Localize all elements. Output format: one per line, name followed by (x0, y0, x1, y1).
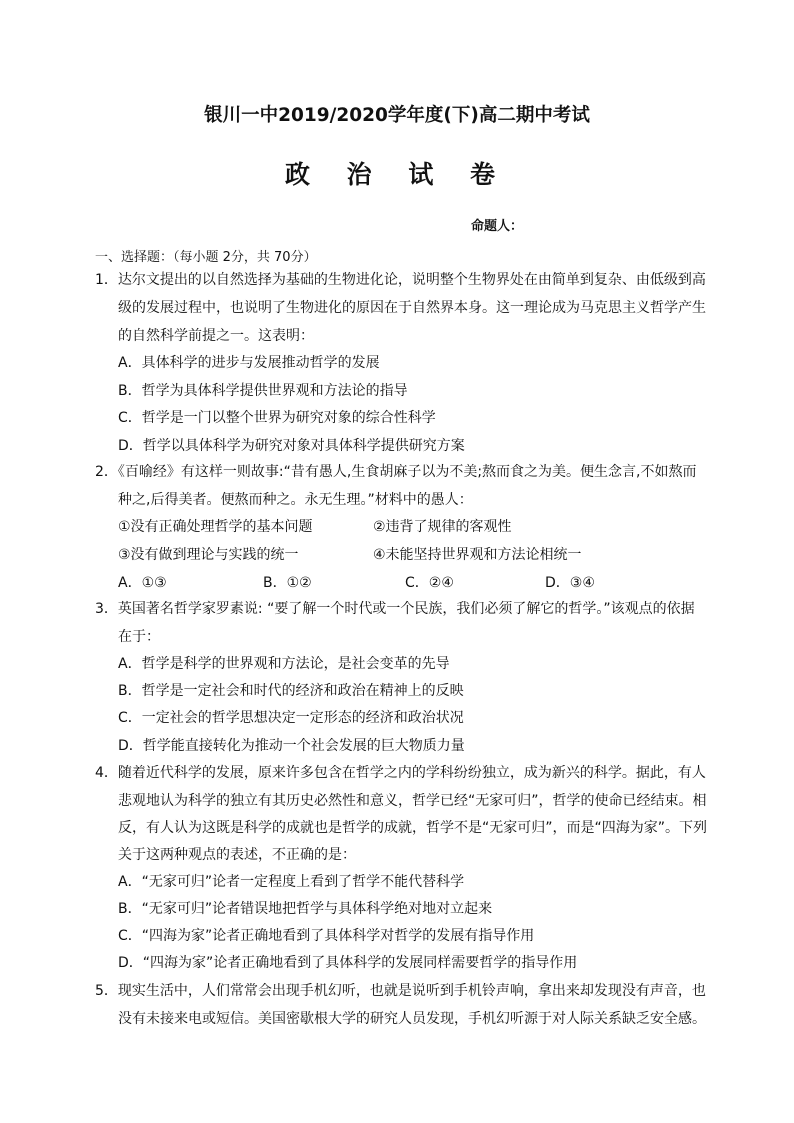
question-4-line-1: 4．随着近代科学的发展，原来许多包含在哲学之内的学科纷纷独立，成为新兴的科学。据此，有人 (95, 765, 706, 781)
question-1-line-3: 的自然科学前提之一。这表明： (118, 328, 314, 344)
question-2-choice-d: D．③④ (545, 575, 595, 591)
question-2-line-2: 种之,后得美者。便熬而种之。永无生理。”材料中的愚人： (118, 492, 473, 508)
question-5-line-1: 5．现实生活中，人们常常会出现手机幻听，也就是说听到手机铃声响，拿出来却发现没有声音，也 (95, 983, 706, 999)
question-4-line-4: 关于这两种观点的表述，不正确的是： (118, 847, 356, 863)
question-2-item-1: ①没有正确处理哲学的基本问题 (118, 519, 313, 535)
question-2-item-2: ②违背了规律的客观性 (373, 519, 512, 535)
question-3-option-b: B．哲学是一定社会和时代的经济和政治在精神上的反映 (118, 683, 464, 699)
question-2-choice-c: C．②④ (405, 575, 454, 591)
question-4-line-3: 反，有人认为这既是科学的成就也是哲学的成就，哲学不是“无家可归”，而是“四海为家”。下列 (118, 820, 708, 836)
question-1-option-d: D．哲学以具体科学为研究对象对具体科学提供研究方案 (118, 438, 465, 454)
question-2-line-1: 2．《百喻经》有这样一则故事:“昔有愚人,生食胡麻子以为不美;熬而食之为美。便生念言,不如熬而 (95, 464, 697, 480)
question-2-item-3: ③没有做到理论与实践的统一 (118, 547, 299, 563)
question-1-line-2: 级的发展过程中，也说明了生物进化的原因在于自然界本身。这一理论成为马克思主义哲学产生 (118, 300, 706, 316)
question-5-line-2: 没有未接来电或短信。美国密歇根大学的研究人员发现，手机幻听源于对人际关系缺乏安全感。 (118, 1011, 706, 1027)
question-1-option-c: C．哲学是一门以整个世界为研究对象的综合性科学 (118, 410, 436, 426)
exam-title: 银川一中2019/2020学年度(下)高二期中考试 (204, 105, 590, 126)
question-1-option-a: A．具体科学的进步与发展推动哲学的发展 (118, 355, 380, 371)
section-heading: 一、选择题：（每小题 2分，共 70分） (95, 250, 317, 265)
question-1-line-1: 1．达尔文提出的以自然选择为基础的生物进化论，说明整个生物界处在由简单到复杂、由低级到高 (95, 272, 706, 288)
question-4-option-d: D．“四海为家”论者正确地看到了具体科学的发展同样需要哲学的指导作用 (118, 955, 578, 971)
question-4-line-2: 悲观地认为科学的独立有其历史必然性和意义，哲学已经“无家可归”，哲学的使命已经结束。相 (118, 793, 707, 809)
question-2-item-4: ④未能坚持世界观和方法论相统一 (373, 547, 582, 563)
question-3-option-a: A．哲学是科学的世界观和方法论，是社会变革的先导 (118, 656, 450, 672)
question-3-line-1: 3．英国著名哲学家罗素说: “要了解一个时代或一个民族，我们必须了解它的哲学。”该观点的依据 (95, 601, 695, 617)
question-3-line-2: 在于： (118, 629, 160, 645)
question-1-option-b: B．哲学为具体科学提供世界观和方法论的指导 (118, 383, 408, 399)
question-4-option-a: A．“无家可归”论者一定程度上看到了哲学不能代替科学 (118, 874, 465, 890)
question-3-option-d: D．哲学能直接转化为推动一个社会发展的巨大物质力量 (118, 738, 465, 754)
author-label: 命题人： (471, 219, 524, 234)
question-2-choice-a: A．①③ (118, 575, 167, 591)
question-4-option-c: C．“四海为家”论者正确地看到了具体科学对哲学的发展有指导作用 (118, 928, 535, 944)
exam-subtitle: 政 治 试 卷 (284, 160, 510, 189)
question-3-option-c: C．一定社会的哲学思想决定一定形态的经济和政治状况 (118, 710, 464, 726)
question-2-choice-b: B．①② (263, 575, 312, 591)
question-4-option-b: B．“无家可归”论者错误地把哲学与具体科学绝对地对立起来 (118, 901, 493, 917)
